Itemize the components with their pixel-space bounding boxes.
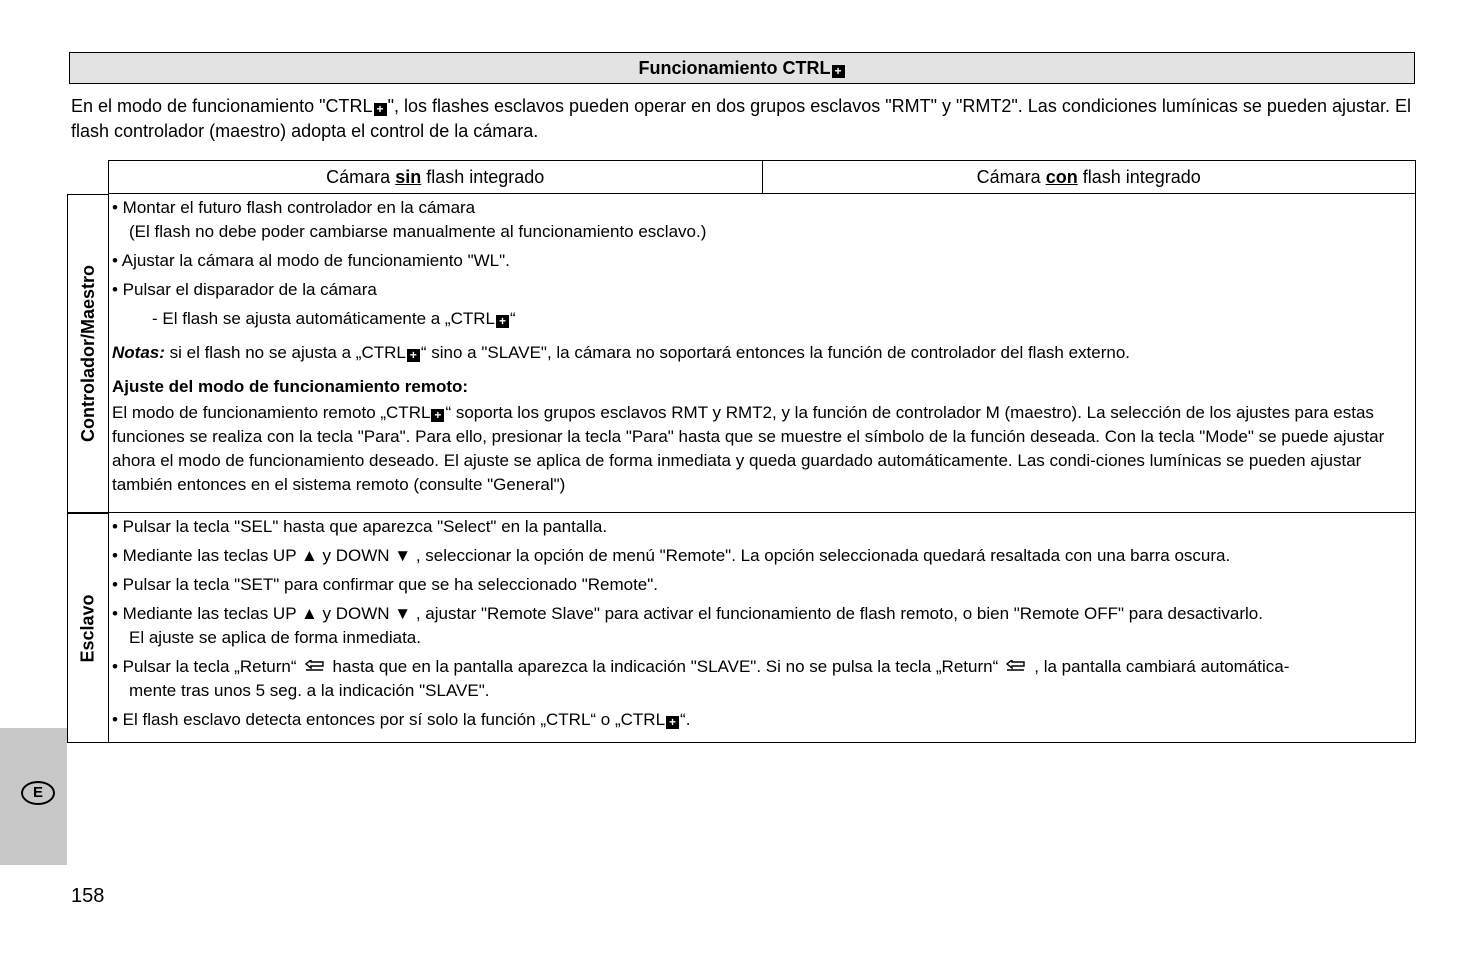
- item-text: • El flash esclavo detecta entonces por sí solo la función „CTRL“ o „CTRL: [112, 710, 666, 729]
- subitem-text: “: [509, 309, 516, 328]
- table-header: [108, 160, 1416, 194]
- list-item: • Montar el futuro flash controlador en la cámara: [112, 198, 476, 217]
- controller-section: [108, 194, 1416, 513]
- list-item-note: (El flash no debe poder cambiarse manualmente al funcionamiento esclavo.): [129, 222, 707, 241]
- remote-text: El modo de funcionamiento remoto „CTRL: [112, 403, 431, 422]
- item-text: “.: [680, 710, 691, 729]
- slave-label-text: Esclavo: [77, 593, 98, 663]
- slave-section: [108, 513, 1416, 743]
- item-text: , la pantalla cambiará automática-: [1034, 657, 1290, 676]
- list-item: • Pulsar la tecla "SET" para confirmar que se ha seleccionado "Remote".: [112, 575, 659, 594]
- ctrl-plus-icon: +: [407, 349, 420, 362]
- list-item: • Mediante las teclas UP ▲ y DOWN ▼ , seleccionar la opción de menú "Remote". La opción seleccionada quedará resaltada con una barra oscura.: [112, 546, 1231, 565]
- list-item: • Pulsar el disparador de la cámara: [112, 280, 377, 299]
- controller-row-label: [67, 194, 108, 513]
- header-emph-sin: sin: [395, 167, 422, 187]
- header-with-flash: [762, 161, 1416, 193]
- notes-text: si el flash no se ajusta a „CTRL: [164, 343, 406, 362]
- return-icon: [303, 660, 327, 672]
- header-text: flash integrado: [1077, 167, 1201, 187]
- list-item-cont: El ajuste se aplica de forma inmediata.: [129, 628, 421, 647]
- slave-row-label: [67, 513, 108, 743]
- notes-line: [112, 341, 1415, 365]
- page-number: 158: [71, 885, 105, 907]
- ctrl-plus-icon: +: [832, 65, 845, 78]
- return-icon: [1004, 660, 1028, 672]
- list-subitem: [112, 307, 1415, 331]
- intro-text-1: En el modo de funcionamiento "CTRL: [71, 96, 373, 116]
- item-text: • Pulsar la tecla „Return“: [112, 657, 297, 676]
- intro-text-2: ", los flashes esclavos pueden operar en dos grupos esclavos "RMT" y "RMT2". Las condiciones lumínicas se pueden ajustar. El flash controlador (maestro) adopta el control de la cámara.: [71, 96, 1412, 141]
- list-item-cont: mente tras unos 5 seg. a la indicación "SLAVE".: [129, 681, 490, 700]
- list-item: • Mediante las teclas UP ▲ y DOWN ▼ , ajustar "Remote Slave" para activar el funcionamiento de flash remoto, o bien "Remote OFF" para desactivarlo.: [112, 604, 1263, 623]
- language-badge: E: [21, 781, 55, 805]
- controller-label-text: Controlador/Maestro: [77, 264, 98, 443]
- header-text: Cámara: [326, 167, 396, 187]
- section-title: [69, 52, 1415, 84]
- ctrl-plus-icon: +: [431, 409, 444, 422]
- ctrl-plus-icon: +: [666, 716, 679, 729]
- ctrl-plus-icon: +: [374, 103, 387, 116]
- header-text: Cámara: [976, 167, 1046, 187]
- remote-paragraph: [112, 401, 1415, 497]
- header-emph-con: con: [1045, 167, 1078, 187]
- header-text: flash integrado: [421, 167, 545, 187]
- intro-paragraph: [71, 94, 1419, 144]
- section-title-text: Funcionamiento CTRL: [638, 58, 831, 78]
- subitem-text: - El flash se ajusta automáticamente a „CTRL: [152, 309, 495, 328]
- list-item: [112, 655, 1415, 679]
- notes-text: “ sino a "SLAVE", la cámara no soportará entonces la función de controlador del flash externo.: [420, 343, 1131, 362]
- notes-label: Notas:: [112, 343, 165, 362]
- remote-heading: Ajuste del modo de funcionamiento remoto:: [112, 377, 469, 396]
- list-item: • Ajustar la cámara al modo de funcionamiento "WL".: [112, 251, 510, 270]
- item-text: hasta que en la pantalla aparezca la indicación "SLAVE". Si no se pulsa la tecla „Return“: [332, 657, 999, 676]
- ctrl-plus-icon: +: [496, 315, 509, 328]
- list-item: [112, 708, 1415, 732]
- header-without-flash: [109, 161, 762, 193]
- list-item: • Pulsar la tecla "SEL" hasta que aparezca "Select" en la pantalla.: [112, 517, 608, 536]
- remote-text: “ soporta los grupos esclavos RMT y RMT2, y la función de controlador M (maestro). La selección de los ajustes para estas funciones se realiza con la tecla "Para". Para ello, presionar la tecla "Para" hasta que se muestre el símbolo de la función deseada. Con la tecla "Mode" se puede ajustar ahora el modo de funcionamiento deseado. El ajuste se aplica de forma inmediata y queda guardado automáticamente. Las condi-ciones lumínicas se pueden ajustar también entonces en el sistema remoto (consulte "General"): [112, 403, 1385, 494]
